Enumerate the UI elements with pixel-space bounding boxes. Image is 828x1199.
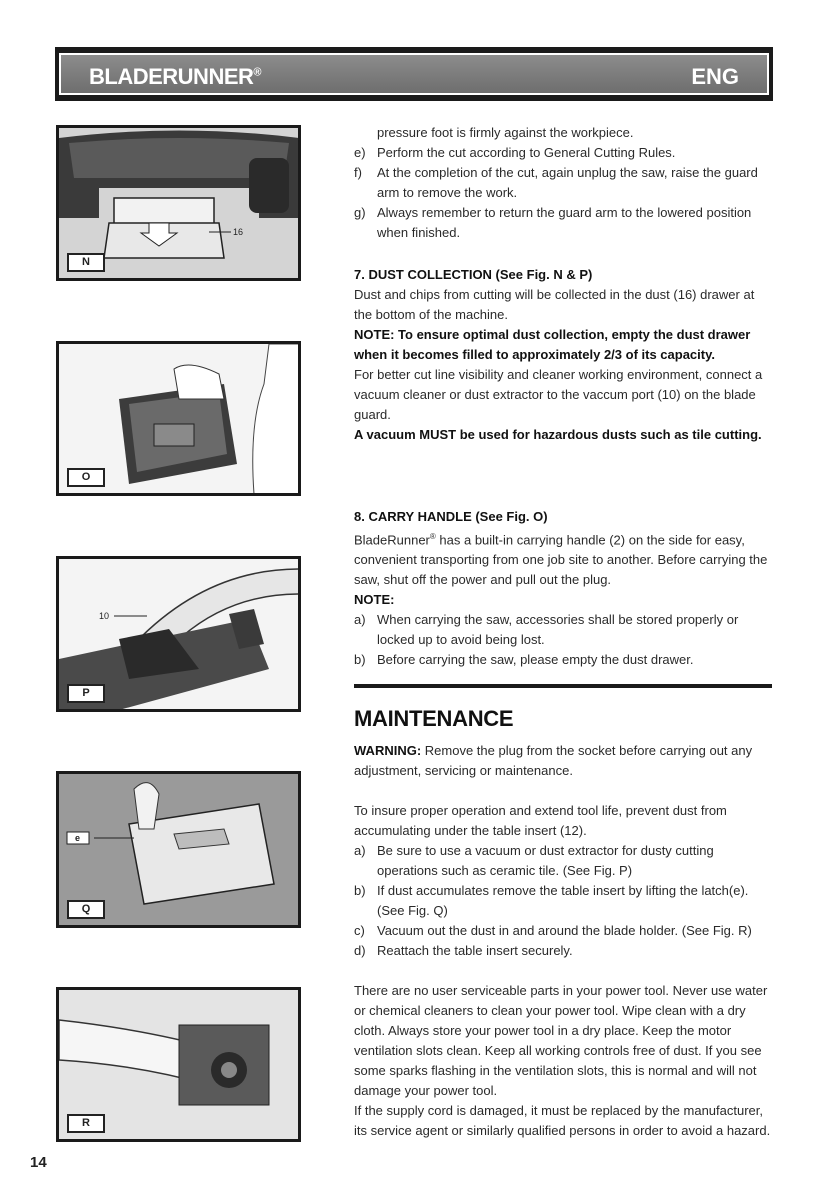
figure-label-p: P [67,684,105,703]
figure-label-n: N [67,253,105,272]
callout-10: 10 [99,611,110,621]
carry-handle-title: 8. CARRY HANDLE (See Fig. O) [354,509,548,524]
callout-e: e [75,833,81,843]
maintenance-step-d: d) Reattach the table insert securely. [354,943,573,958]
maintenance-step-b: b) If dust accumulates remove the table insert by lifting the latch(e). (See Fig. Q) [354,883,749,918]
language-label: ENG [691,64,739,89]
header-inner [59,53,769,95]
section-divider [354,684,772,688]
cutting-step-e: e) Perform the cut according to General Cutting Rules. [354,145,676,160]
brand-title: BLADERUNNER® [89,64,261,89]
dust-collection-title: 7. DUST COLLECTION (See Fig. N & P) [354,267,593,282]
maintenance-intro: To insure proper operation and extend tool life, prevent dust from accumulating under the table insert (12). [354,803,727,838]
maintenance-cord-text: If the supply cord is damaged, it must be replaced by the manufacturer, its service agent or similarly qualified persons in order to avoid a hazard. [354,1103,771,1138]
figure-label-o: O [67,468,105,487]
maintenance-care-text: There are no user serviceable parts in your power tool. Never use water or chemical cleaners to clean your power tool. Wipe clean with a dry cloth. Always store your power tool in a dry place. Keep the motor ventilation slots clean. Keep all working controls free of dust. If you see some sparks flashing in the ventilation slots, this is normal and will not damage your power tool. [354,983,768,1098]
header-bar [55,47,773,101]
dust-collection-text: Dust and chips from cutting will be collected in the dust (16) drawer at the bottom of the machine. [354,287,755,322]
figure-label-q: Q [67,900,105,919]
figure-p [56,556,301,712]
carry-handle-section [354,507,774,670]
page-number: 14 [30,1154,47,1171]
figure-o [56,341,301,496]
dust-collection-warning: A vacuum MUST be used for hazardous dusts such as tile cutting. [354,427,762,442]
callout-16: 16 [233,227,244,237]
cutting-continuation: pressure foot is firmly against the workpiece. [377,125,634,140]
dust-collection-vacuum-text: For better cut line visibility and cleaner working environment, connect a vacuum cleaner or dust extractor to the vaccum port (10) on the blade guard. [354,367,763,422]
cutting-step-f: f) At the completion of the cut, again unplug the saw, raise the guard arm to remove the work. [354,165,758,200]
cutting-step-g: g) Always remember to return the guard arm to the lowered position when finished. [354,205,752,240]
figure-n [56,125,301,281]
maintenance-step-c: c) Vacuum out the dust in and around the blade holder. (See Fig. R) [354,923,752,938]
cutting-steps [354,123,774,243]
figure-r [56,987,301,1142]
dust-collection-section [354,265,774,445]
figure-label-r: R [67,1114,105,1133]
carry-handle-text: BladeRunner® has a built-in carrying handle (2) on the side for easy, convenient transporting from one job site to another. Before carrying the saw, shut off the power and pull out the plug. [354,532,768,588]
carry-step-a: a) When carrying the saw, accessories shall be stored properly or locked up to avoid being lost. [354,612,739,648]
maintenance-section [354,741,774,1141]
maintenance-step-a: a) Be sure to use a vacuum or dust extractor for dusty cutting operations such as ceramic tile. (See Fig. P) [354,843,714,878]
maintenance-title: MAINTENANCE [354,706,514,731]
carry-step-b: b) Before carrying the saw, please empty the dust drawer. [354,652,694,668]
carry-handle-note: NOTE: [354,592,395,608]
dust-collection-note: NOTE: To ensure optimal dust collection, empty the dust drawer when it becomes filled to approximately 2/3 of its capacity. [354,327,751,362]
maintenance-warning: WARNING: Remove the plug from the socket before carrying out any adjustment, servicing or maintenance. [354,743,753,778]
figure-q [56,771,301,928]
